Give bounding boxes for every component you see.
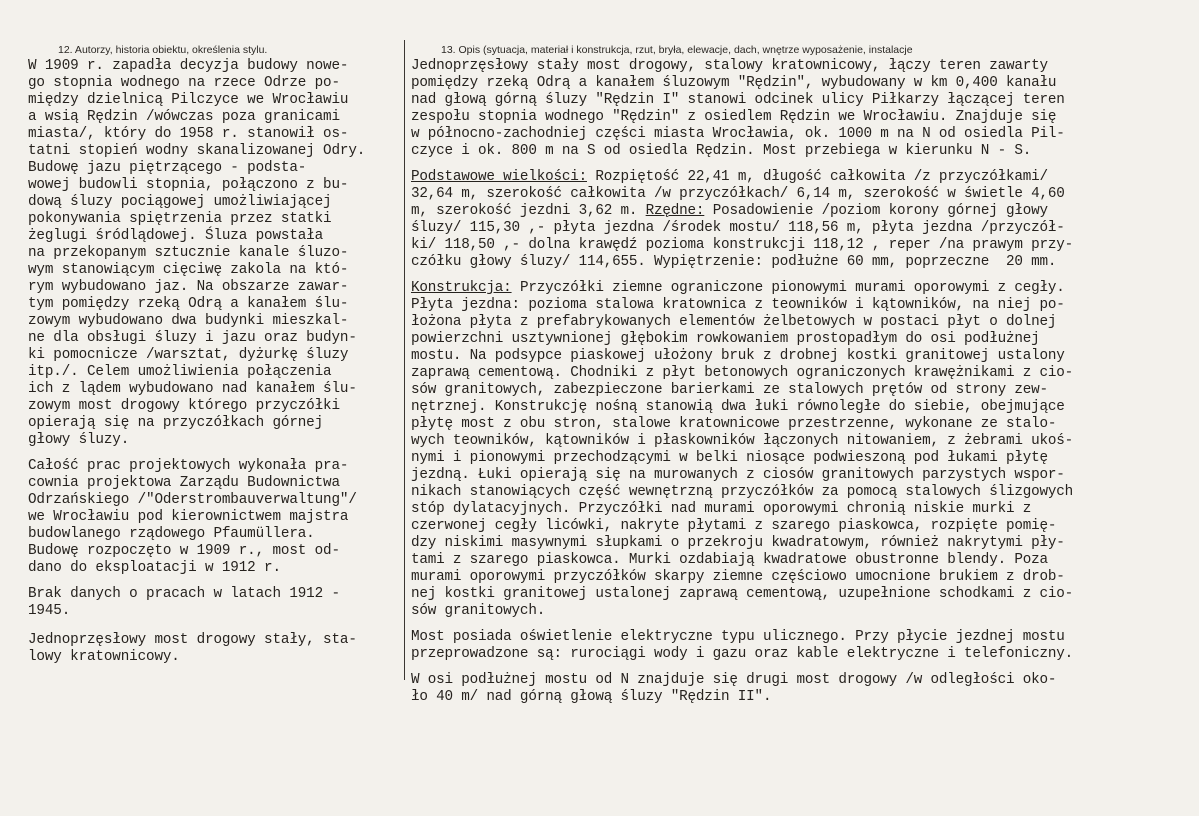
construction-line: Płyta jezdna: pozioma stalowa kratownica z teowników i kątowników, na niej po- [411,297,1065,313]
construction-line: nymi i pionowymi przechodzącymi w belki niosące podwieszoną pod łukami płytę [411,450,1048,466]
description-construction [411,280,1199,620]
text-line: nad głową górną śluzy "Rędzin I" stanowi odcinek ulicy Piłkarzy łączącej teren [411,92,1065,108]
description-dimensions [411,169,1199,271]
dimensions-line-2: 32,64 m, szerokość całkowita /w przyczółkach/ 6,14 m, szerokość w świetle 4,60 [411,186,1065,202]
construction-line-1: Konstrukcja: Przyczółki ziemne ograniczone pionowymi murami oporowymi z cegły. [411,280,1065,296]
text-line: W osi podłużnej mostu od N znajduje się drugi most drogowy /w odległości oko- [411,672,1057,688]
text-line: głowy śluzy. [28,432,130,448]
text-line: pomiędzy rzeką Odrą a kanałem śluzowym "Rędzin", wybudowany w km 0,400 kanału [411,75,1057,91]
dimensions-line-3: m, szerokość jezdni 3,62 m. Rzędne: Posadowienie /poziom korony górnej głowy [411,203,1048,219]
text-line: na przekopanym sztucznie kanale śluzo- [28,245,349,261]
text-line: budowlanego rządowego Pfaumüllera. [28,526,315,542]
text-line: zespołu stopnia wodnego "Rędzin" z osiedlem Rędzin we Wrocławiu. Znajduje się [411,109,1057,125]
text-line: zowym most drogowy którego przyczółki [28,398,340,414]
text-line: tym pomiędzy rzeką Odrą a kanałem ślu- [28,296,349,312]
elevations-label: Rzędne: [645,203,705,219]
construction-line: tami z szarego piaskowca. Murki ozdabiają kwadratowe obustronne blendy. Poza [411,552,1048,568]
text-line: ło 40 m/ nad górną głową śluzy "Rędzin II". [411,689,772,705]
text-line: w północno-zachodniej części miasta Wrocławia, ok. 1000 m na N od osiedla Pil- [411,126,1065,142]
construction-line: sów granitowych. [411,603,546,619]
text-line: przeprowadzone są: rurociągi wody i gazu oraz kable elektryczne i telefoniczny. [411,646,1073,662]
text-line: lowy kratownicowy. [28,649,180,665]
description-column [411,58,1199,706]
construction-line: zaprawą cementową. Chodniki z płyt betonowych ograniczonych krawężnikami z cio- [411,365,1073,381]
history-column [28,58,410,666]
construction-line: nej kostki granitowej ustalonej zaprawą cementową, uzupełnione schodkami z cio- [411,586,1073,602]
construction-line: płytę most z obu stron, stalowe kratownicowe przestrzenne, wykonane ze stalo- [411,416,1057,432]
text-line: Całość prac projektowych wykonała pra- [28,458,349,474]
text-line: Odrzańskiego /"Oderstrombauverwaltung"/ [28,492,357,508]
construction-line: jezdną. Łuki opierają się na murowanych z ciosów granitowych parzystych wspor- [411,467,1065,483]
text-line: opierają się na przyczółkach górnej [28,415,324,431]
text-line: pokonywania spiętrzenia przez statki [28,211,332,227]
text-line: Budowę rozpoczęto w 1909 r., most od- [28,543,340,559]
history-paragraph-2 [28,458,410,577]
text-line: dano do eksploatacji w 1912 r. [28,560,281,576]
history-paragraph-4 [28,632,410,666]
text-line: we Wrocławiu pod kierownictwem majstra [28,509,349,525]
construction-line: mostu. Na podsypce piaskowej ułożony bruk z drobnej kostki granitowej ustalony [411,348,1065,364]
text-line: ich z lądem wybudowano nad kanałem ślu- [28,381,357,397]
text-line: dową śluzy pociągowej umożliwiającej [28,194,332,210]
construction-line: powierzchni usztywnionej głębokim rowkowaniem prostopadłym do osi podłużnej [411,331,1040,347]
construction-line: nikach stanowiących część wewnętrzną przyczółków za pomocą stalowych ślizgowych [411,484,1073,500]
text-line: rym wybudowano jaz. Na obszarze zawar- [28,279,349,295]
history-paragraph-1 [28,58,410,449]
text-line: Budowę jazu piętrzącego - podsta- [28,160,307,176]
description-location [411,58,1199,160]
construction-line: dzy niskimi masywnymi słupkami o przekroju kwadratowym, również nakrytymi pły- [411,535,1065,551]
description-installations [411,629,1199,663]
construction-label: Konstrukcja: [411,280,512,296]
text-line: ki pomocnicze /warsztat, dyżurkę śluzy [28,347,349,363]
text-line: W 1909 r. zapadła decyzja budowy nowe- [28,58,349,74]
section-13-header: 13. Opis (sytuacja, materiał i konstrukcja, rzut, bryła, elewacje, dach, wnętrze wyposażenie, instalacje [441,44,913,56]
text-line: żeglugi śródlądowej. Śluza powstała [28,228,324,244]
dimensions-line-1: Podstawowe wielkości: Rozpiętość 22,41 m, długość całkowita /z przyczółkami/ [411,169,1048,185]
text-line: Jednoprzęsłowy stały most drogowy, stalowy kratownicowy, łączy teren zawarty [411,58,1048,74]
dimensions-label: Podstawowe wielkości: [411,169,587,185]
text-line: między dzielnicą Pilczyce we Wrocławiu [28,92,349,108]
dimensions-line-4: śluzy/ 115,30 ,- płyta jezdna /środek mostu/ 118,56 m, płyta jezdna /przyczół- [411,220,1065,236]
text-line: ne dla obsługi śluzy i jazu oraz budyn- [28,330,357,346]
text-line: zowym wybudowano dwa budynki mieszkal- [28,313,349,329]
text-line: 1945. [28,603,71,619]
text-line: czyce i ok. 800 m na S od osiedla Rędzin. Most przebiega w kierunku N - S. [411,143,1032,159]
construction-line: łożona płyta z prefabrykowanych elementów żelbetowych w postaci płyt o dolnej [411,314,1057,330]
text-line: Most posiada oświetlenie elektryczne typu ulicznego. Przy płycie jezdnej mostu [411,629,1065,645]
description-second-bridge [411,672,1199,706]
construction-line: murami oporowymi przyczółków skarpy ziemne częściowo umocnione brukiem z drob- [411,569,1065,585]
section-12-header: 12. Autorzy, historia obiektu, określenia stylu. [58,44,268,56]
construction-line: stóp dylatacyjnych. Przyczółki nad murami oporowymi chronią niskie murki z [411,501,1032,517]
construction-line: sów granitowych, zabezpieczone barierkami ze stalowych prętów od strony zew- [411,382,1048,398]
dimensions-line-5: ki/ 118,50 ,- dolna krawędź pozioma konstrukcji 118,12 , reper /na prawym przy- [411,237,1073,253]
text-line: miasta/, który do 1958 r. stanowił os- [28,126,349,142]
text-line: cownia projektowa Zarządu Budownictwa [28,475,340,491]
history-paragraph-3 [28,586,410,620]
text-line: wowej budowli stopnia, połączono z bu- [28,177,349,193]
text-line: itp./. Celem umożliwienia połączenia [28,364,332,380]
construction-line: czerwonej cegły licówki, nakryte płytami z szarego piaskowca, rozpięte pomię- [411,518,1057,534]
text-line: a wsią Rędzin /wówczas poza granicami [28,109,340,125]
construction-line: nętrznej. Konstrukcję nośną stanowią dwa łuki równoległe do siebie, obejmujące [411,399,1065,415]
dimensions-line-6: czółku głowy śluzy/ 114,655. Wypiętrzenie: podłużne 60 mm, poprzeczne 20 mm. [411,254,1057,270]
text-line: tatni stopień wodny skanalizowanej Odry. [28,143,366,159]
construction-line: wych teowników, kątowników i płaskowników łączonych nitowaniem, z żebrami ukoś- [411,433,1073,449]
text-line: Jednoprzęsłowy most drogowy stały, sta- [28,632,357,648]
text-line: go stopnia wodnego na rzece Odrze po- [28,75,340,91]
text-line: Brak danych o pracach w latach 1912 - [28,586,340,602]
text-line: wym stanowiącym cięciwę zakola na któ- [28,262,349,278]
